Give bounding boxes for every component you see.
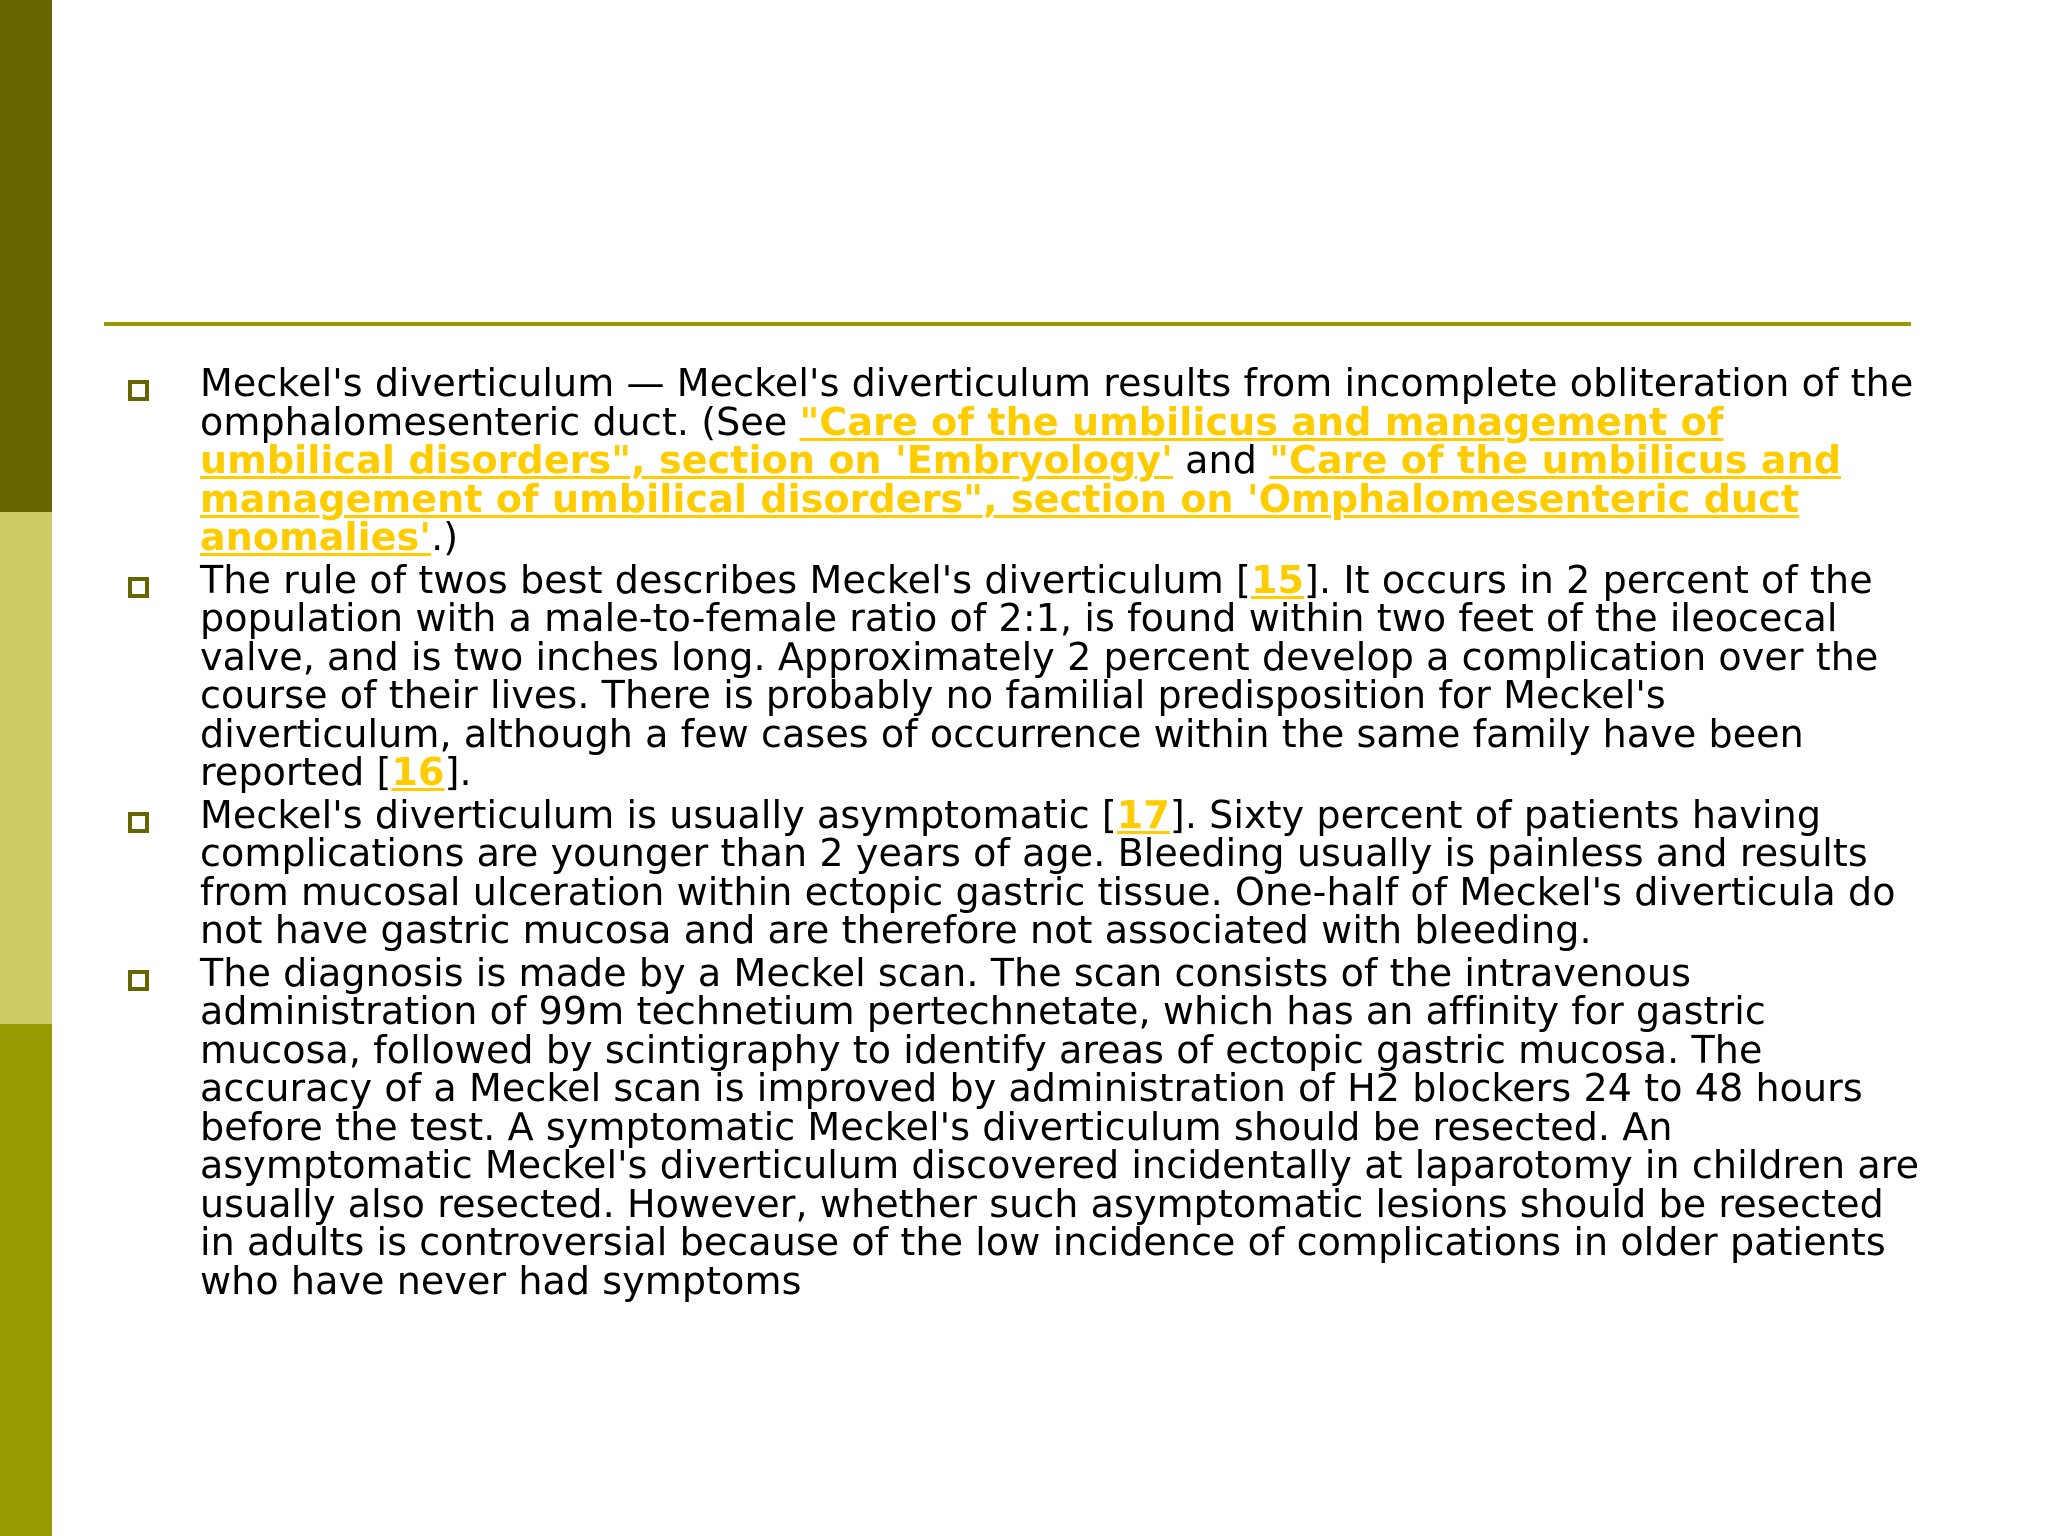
- bullet-list: [124, 361, 1924, 1304]
- bullet-text: Meckel's diverticulum is usually asymptomatic [: [200, 792, 1117, 837]
- hollow-square-bullet-icon: [128, 380, 149, 401]
- bullet-text: Meckel's diverticulum — Meckel's diverticulum results from incomplete obliteration of the omphalomesenteric duct. (See: [200, 361, 1914, 444]
- bullet-text: The diagnosis is made by a Meckel scan. The scan consists of the intravenous administration of 99m technetium pertechnetate, which has an affinity for gastric mucosa, followed by scintigraphy to identify areas of ectopic gastric mucosa. The accuracy of a Meckel scan is improved by administration of H2 blockers 24 to 48 hours before the test. A symptomatic Meckel's diverticulum should be resected. An asymptomatic Meckel's diverticulum discovered incidentally at laparotomy in children are usually also resected. However, whether such asymptomatic lesions should be resected in adults is controversial because of the low incidence of complications in older patients who have never had symptoms: [200, 950, 1920, 1303]
- left-stripe-dark: [0, 0, 52, 512]
- bullet-text: ]. Sixty percent of patients having complications are younger than 2 years of age. Bleeding usually is painless and results from mucosal ulceration within ectopic gastric tissue. One-half of Meckel's diverticula do not have gastric mucosa and are therefore not associated with bleeding.: [200, 792, 1896, 952]
- hollow-square-bullet-icon: [128, 577, 149, 598]
- bullet-item-rule-of-twos: [124, 557, 1924, 794]
- reference-link-17[interactable]: 17: [1116, 792, 1170, 837]
- bullet-item-symptoms: [124, 792, 1924, 952]
- bullet-text: ].: [444, 750, 472, 794]
- bullet-text: The rule of twos best describes Meckel's diverticulum [: [200, 557, 1251, 602]
- left-stripe-olive: [0, 1024, 52, 1536]
- title-divider: [104, 322, 1911, 326]
- bullet-text: and: [1172, 438, 1270, 482]
- reference-link-16[interactable]: 16: [391, 750, 445, 794]
- bullet-text: .): [431, 515, 459, 559]
- link-omphalomesenteric-duct-anomalies[interactable]: "Care of the umbilicus and management of umbilical disorders", section on 'Omphalomesenteric duct anomalies': [200, 438, 1842, 559]
- bullet-text: ]. It occurs in 2 percent of the population with a male-to-female ratio of 2:1, is found within two feet of the ileocecal valve, and is two inches long. Approximately 2 percent develop a complication over the course of their lives. There is probably no familial predisposition for Meckel's diverticulum, although a few cases of occurrence within the same family have been reported [: [200, 557, 1879, 794]
- left-stripe-light: [0, 512, 52, 1024]
- hollow-square-bullet-icon: [128, 970, 149, 991]
- bullet-item-overview: [124, 361, 1924, 559]
- reference-link-15[interactable]: 15: [1250, 557, 1305, 602]
- hollow-square-bullet-icon: [128, 812, 149, 833]
- bullet-item-diagnosis: [124, 950, 1924, 1303]
- link-embryology[interactable]: "Care of the umbilicus and management of umbilical disorders", section on 'Embryology': [200, 399, 1724, 482]
